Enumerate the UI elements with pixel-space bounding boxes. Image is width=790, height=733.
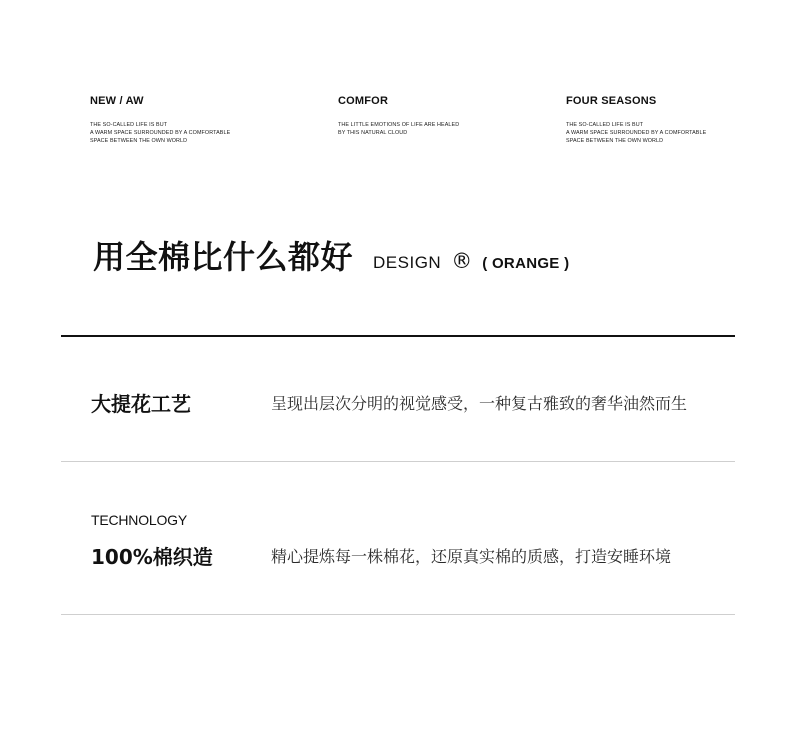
headline-orange: ( ORANGE ) [482,255,570,272]
column-text [566,121,706,145]
feature-description: 精心提炼每一株棉花，还原真实棉的质感，打造安睡环境 [271,547,672,566]
column-text [90,121,230,145]
column-line: SPACE BETWEEN THE OWN WORLD [90,138,188,144]
headline-chinese: 用全棉比什么都好 [93,238,354,276]
feature-label: 100%棉织造 [91,545,213,569]
column-line: THE SO-CALLED LIFE IS BUT [566,122,644,128]
column-title: NEW / AW [90,95,144,107]
feature-description: 呈现出层次分明的视觉感受，一种复古雅致的奢华油然而生 [271,394,688,413]
column-four-seasons [566,95,706,145]
column-text [338,121,459,137]
column-new-aw [90,95,230,145]
headline-design: DESIGN [373,253,442,272]
column-title: FOUR SEASONS [566,95,657,107]
divider-thin [61,461,735,462]
registered-mark: ® [451,249,473,273]
column-comfor [338,95,459,137]
column-line: A WARM SPACE SURROUNDED BY A COMFORTABLE [90,130,231,136]
column-line: THE LITTLE EMOTIONS OF LIFE ARE HEALED [338,122,460,128]
feature-label: 大提花工艺 [91,392,191,416]
divider-thin [61,614,735,615]
column-line: BY THIS NATURAL CLOUD [338,130,408,136]
column-title: COMFOR [338,95,389,107]
feature-sublabel: TECHNOLOGY [91,512,188,528]
divider-thick [61,335,735,337]
column-line: A WARM SPACE SURROUNDED BY A COMFORTABLE [566,130,707,136]
column-line: THE SO-CALLED LIFE IS BUT [90,122,168,128]
column-line: SPACE BETWEEN THE OWN WORLD [566,138,664,144]
headline [93,232,569,278]
